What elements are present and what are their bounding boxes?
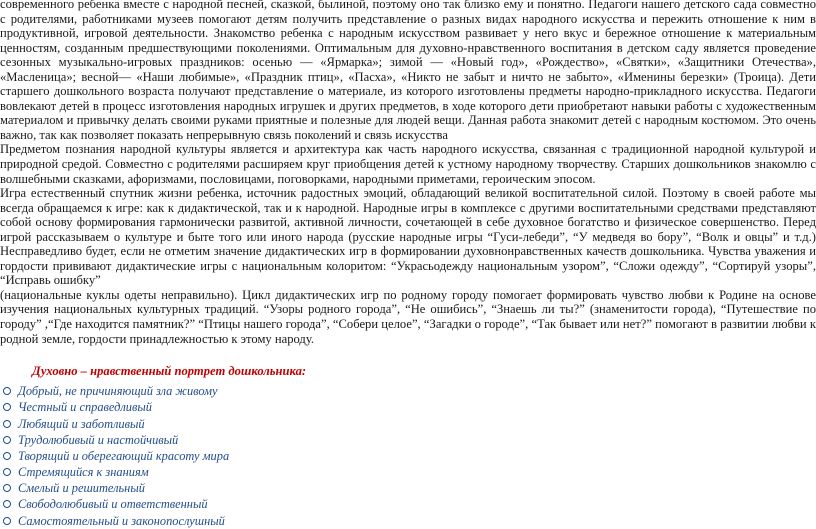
list-item: [0, 496, 816, 512]
trait-text: Свободолюбивый и ответственный: [18, 497, 208, 512]
trait-text: Трудолюбивый и настойчивый: [18, 432, 179, 447]
circle-bullet-icon: [3, 484, 11, 492]
paragraph-architecture: Предметом познания народной культуры является и архитектура как часть народного искусства, связанная с традиционной народной культурой и природной средой. Совместно с родителями расширяем круг приобщения детей к устному народному творчеству. Старших дошкольников знакомлю с волшебными сказками, афоризмами, пословицами, поговорками, народными приметами, героическим эпосом.: [0, 142, 816, 186]
paragraph-city-games: (национальные куклы одеты неправильно). Цикл дидактических игр по родному городу помогает формировать чувство любви к Родине на основе изучения национальных культурных традиций. “Узоры родного города”, “Не ошибись”, “Знаешь ли ты?” (знаменитости города), “Путешествие по городу” ,“Где находится памятник?” “Птицы нашего города”, “Собери целое”, “Загадки о городе”, “Так бывает или нет?” помогают в развитии любви к родной земле, гордости принадлежностью к этому народу.: [0, 287, 816, 346]
circle-bullet-icon: [3, 420, 11, 428]
circle-bullet-icon: [3, 387, 11, 395]
circle-bullet-icon: [3, 468, 11, 476]
list-item: [0, 513, 816, 529]
circle-bullet-icon: [3, 436, 11, 444]
trait-text: Стремящийся к знаниям: [18, 465, 149, 480]
circle-bullet-icon: [3, 500, 11, 508]
trait-text: Добрый, не причиняющий зла живому: [18, 384, 218, 399]
circle-bullet-icon: [3, 517, 11, 525]
trait-text: Смелый и решительный: [18, 481, 145, 496]
trait-text: Творящий и оберегающий красоту мира: [18, 448, 230, 463]
circle-bullet-icon: [3, 452, 11, 460]
circle-bullet-icon: [3, 403, 11, 411]
paragraph-folk-art: современного ребенка вместе с народной песней, сказкой, былиной, поэтому оно так близко ему и понятно. Педагоги нашего детского сада совместно с родителями, работниками музеев помогают детям получить представление о разных видах народного искусства и пережить отношение к ним в продуктивной, игровой деятельности. Знакомство ребенка с народным искусством развивает у него вкус и бережное отношение к материальным ценностям, созданным предшествующими поколениями. Оптимальным для духовно-нравственного воспитания в детском саду является проведение сезонных музыкально-игровых праздников: осенью — «Ярмарка»; зимой — «Новый год», «Рождество», «Святки», «Защитники Отечества», «Масленица»; весной— «Наши любимые», «Праздник птиц», «Пасха», «Никто не забыт и ничто не забыто», «Именины березки» (Троица). Дети старшего дошкольного возраста получают представление о материале, из которого изготовлены предметы народно-прикладного искусства. Педагоги вовлекают детей в процесс изготовления народных игрушек и других предметов, в ходе которого дети приобретают навыки работы с художественным материалом и привычку делать своими руками приятные и полезные для людей вещи. Данная работа знакомит детей с народным костюмом. Это очень важно, так как позволяет показать непрерывную связь поколений и связь искусства: [0, 0, 816, 142]
list-item: [0, 383, 816, 399]
list-item: [0, 399, 816, 415]
list-item: [0, 448, 816, 464]
trait-text: Честный и справедливый: [18, 400, 152, 415]
list-item: [0, 416, 816, 432]
list-item: [0, 432, 816, 448]
list-item: [0, 464, 816, 480]
traits-list: [0, 383, 816, 529]
trait-text: Самостоятельный и законопослушный: [18, 513, 225, 528]
list-item: [0, 480, 816, 496]
trait-text: Любящий и заботливый: [18, 416, 145, 431]
spacer: [0, 346, 816, 364]
paragraph-games: Игра естественный спутник жизни ребенка, источник радостных эмоций, обладающий великой воспитательной силой. Поэтому в своей работе мы всегда обращаемся к игре: как к дидактической, так и к народной. Народные игры в комплексе с другими воспитательными средствами представляют собой основу формирования гармонически развитой, активной личности, сочетающей в себе духовное богатство и физическое совершенство. Перед игрой рассказываем о культуре и быте того или иного народа (русские народные игры “Гуси-лебеди”, “У медведя во бору”, “Волк и овцы” и т.д.) Несправедливо будет, если не отметим значение дидактических игр в формировании духовнонравственных качеств дошкольника. Чувства уважения и гордости прививают дидактические игры с национальным колоритом: “Украсьодежду национальным узором”, “Сложи одежду”, “Сортируй узоры”, “Исправь ошибку”: [0, 186, 816, 288]
portrait-title: Духовно – нравственный портрет дошкольника:: [32, 364, 307, 379]
